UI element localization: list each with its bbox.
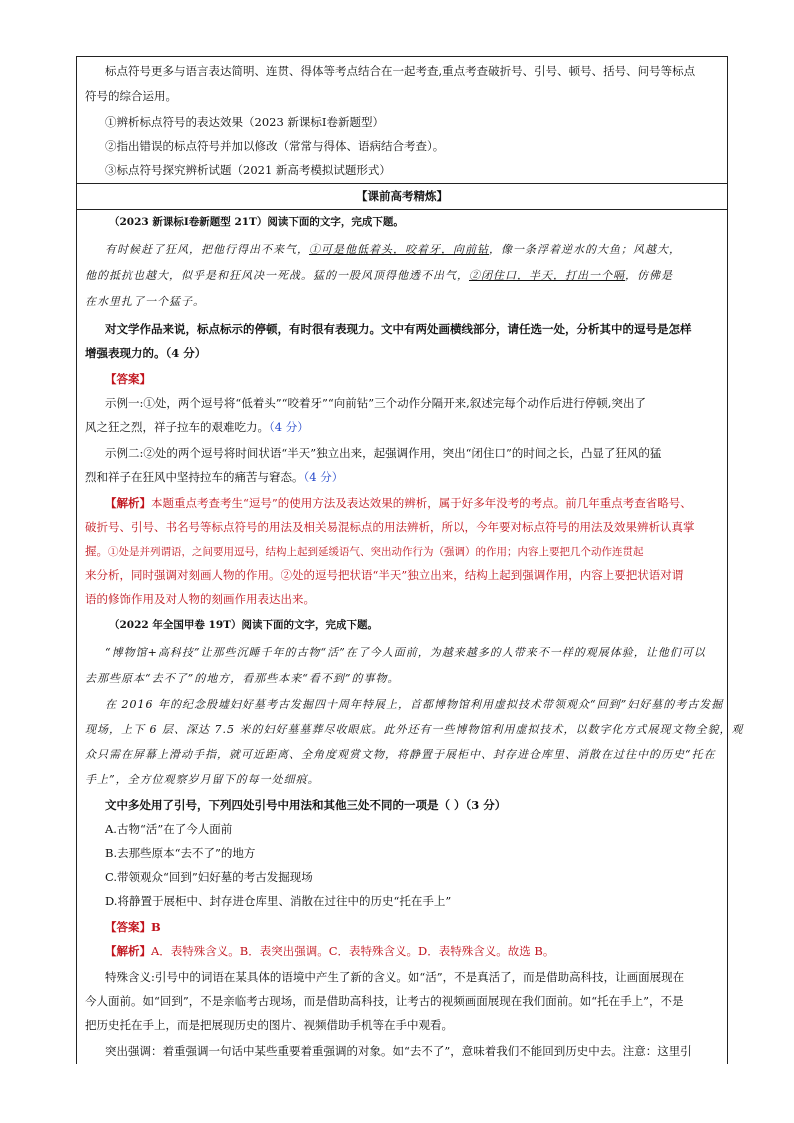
section-title: 【课前高考精炼】 — [356, 189, 448, 203]
q2-emphasis-line-1: 突出强调：着重强调一句话中某些重要着重强调的对象。如“去不了”，意味着我们不能回到历史中去。注意：这里引 — [105, 1044, 692, 1058]
example-text: 风之狂之烈，祥子拉车的艰难吃力。 — [85, 420, 269, 434]
q1-question-line-2: 增强表现力的。（4 分） — [85, 346, 207, 360]
q2-passage-line-5: 众只需在屏幕上滑动手指，就可近距离、全角度观赏文物，将静置于展柜中、封存进仓库里、消散在过往中的历史“托在 — [85, 748, 716, 761]
q2-option-b: B.去那些原本“去不了”的地方 — [105, 846, 256, 860]
q1-example-2-line-1: 示例二:②处的两个逗号将时间状语“半天”独立出来，起强调作用，突出“闭住口”的时间之长，凸显了狂风的猛 — [105, 446, 662, 460]
question-1 — [77, 209, 744, 1065]
q1-source: （2023 新课标Ⅰ卷新题型 21T）阅读下面的文字，完成下题。 — [109, 216, 404, 228]
q1-analysis-line-3 — [85, 543, 644, 560]
divider — [77, 183, 727, 184]
q2-answer — [105, 919, 161, 935]
analysis-label: 【解析】 — [105, 944, 151, 958]
answer-value: B — [151, 920, 161, 934]
passage-text: ，仿佛是 — [625, 269, 673, 282]
q2-special-line-3: 把历史托在手上，而是把展现历史的图片、视频借助手机等在手中观看。 — [85, 1018, 453, 1032]
score: （4 分） — [269, 420, 309, 434]
q2-source: （2022 年全国甲卷 19T）阅读下面的文字，完成下题。 — [109, 619, 378, 631]
passage-text: ，像一条浮着逆水的大鱼；风越大， — [489, 243, 681, 256]
content-table — [76, 56, 744, 1064]
example-text: 烈和祥子在狂风中坚持拉车的痛苦与窘态。 — [85, 470, 304, 484]
analysis-text: 握。 — [85, 544, 108, 558]
analysis-text: ①处是并列谓语，之间要用逗号，结构上起到延缓语气、突出动作行为（强调）的作用；内容上要把几个动作连贯起 — [108, 546, 644, 558]
intro-cell — [77, 57, 727, 183]
q1-analysis-line-1 — [105, 495, 692, 511]
analysis-text: A．表特殊含义。B．表突出强调。C．表特殊含义。D．表特殊含义。故选 B。 — [151, 944, 555, 958]
score: （4 分） — [303, 470, 344, 484]
analysis-text: 本题重点考查考生“逗号”的使用方法及表达效果的辨析，属于好多年没考的考点。前几年重点考查省略号、 — [151, 496, 692, 510]
intro-line-1: 标点符号更多与语言表达简明、连贯、得体等考点结合在一起考查,重点考查破折号、引号、顿号、括号、问号等标点 — [105, 64, 696, 78]
q1-example-1-line-2 — [85, 419, 309, 435]
q2-question: 文中多处用了引号，下列四处引号中用法和其他三处不同的一项是（ ）（3 分） — [105, 798, 507, 812]
intro-item-3: ③标点符号探究辨析试题（2021 新高考模拟试题形式） — [105, 163, 391, 177]
intro-item-2: ②指出错误的标点符号并加以修改（常常与得体、语病结合考查）。 — [105, 139, 445, 153]
intro-item-1: ①辨析标点符号的表达效果（2023 新课标Ⅰ卷新题型） — [105, 115, 384, 129]
passage-text: 他的抵抗也越大，似乎是和狂风决一死战。猛的一股风顶得他透不出气， — [85, 269, 469, 282]
q1-analysis-line-5: 语的修饰作用及对人物的刻画作用表达出来。 — [85, 592, 315, 606]
analysis-label: 【解析】 — [105, 496, 151, 510]
underline-2: ②闭住口，半天，打出一个嗝 — [469, 269, 625, 282]
q1-analysis-line-4: 来分析，同时强调对刻画人物的作用。②处的逗号把状语“半天”独立出来，结构上起到强调作用，内容上要把状语对谓 — [85, 568, 684, 582]
q1-passage-line-2 — [85, 268, 673, 284]
q2-option-c: C.带领观众“回到”妇好墓的考古发掘现场 — [105, 870, 313, 884]
passage-text: 有时候赶了狂风，把他行得出不来气， — [105, 243, 309, 256]
q2-option-d: D.将静置于展柜中、封存进仓库里、消散在过往中的历史“托在手上” — [105, 894, 452, 908]
q2-passage-line-2: 去那些原本“去不了”的地方，看那些本来“看不到”的事物。 — [85, 672, 400, 685]
q1-analysis-line-2: 破折号、引号、书名号等标点符号的用法及相关易混标点的用法辨析，所以，今年要对标点符号的用法及效果辨析认真掌 — [85, 520, 695, 534]
q1-example-2-line-2 — [85, 469, 343, 485]
underline-1: ①可是他低着头，咬着牙，向前钻 — [309, 243, 489, 256]
q2-analysis — [105, 943, 554, 959]
answer-label: 【答案】 — [105, 920, 151, 934]
q1-example-1-line-1: 示例一:①处，两个逗号将“低着头”“咬着牙”“向前钻”三个动作分隔开来,叙述完每个动作后进行停顿,突出了 — [105, 396, 646, 410]
q1-passage-line-1 — [105, 242, 681, 258]
q2-passage-line-3: 在 2016 年的纪念殷墟妇好墓考古发掘四十周年特展上，首都博物馆利用虚拟技术带领观众“回到”妇好墓的考古发掘 — [105, 698, 724, 711]
q2-special-line-2: 今人面前。如“回到”，不是亲临考古现场，而是借助高科技，让考古的视频画面展现在我们面前。如“托在手上”，不是 — [85, 994, 684, 1008]
q1-question-line-1: 对文学作品来说，标点标示的停顿，有时很有表现力。文中有两处画横线部分，请任选一处，分析其中的逗号是怎样 — [105, 322, 692, 336]
q2-passage-line-4: 现场，上下 6 层、深达 7.5 米的妇好墓墓葬尽收眼底。此外还有一些博物馆利用虚拟技术，以数字化方式展现文物全貌，观 — [85, 723, 744, 736]
q1-passage-line-3: 在水里扎了一个猛子。 — [85, 295, 205, 308]
q2-special-line-1: 特殊含义:引号中的词语在某具体的语境中产生了新的含义。如“活”，不是真活了，而是借助高科技，让画面展现在 — [105, 970, 685, 984]
intro-line-2: 符号的综合运用。 — [85, 89, 177, 103]
q2-passage-line-6: 手上”，全方位观察岁月留下的每一处细痕。 — [85, 773, 320, 786]
q1-answer-label: 【答案】 — [105, 372, 151, 386]
q2-option-a: A.古物“活”在了今人面前 — [105, 822, 233, 836]
q2-passage-line-1: “博物馆+高科技”让那些沉睡千年的古物“活”在了今人面前，为越来越多的人带来不一样的观展体验，让他们可以 — [105, 646, 706, 659]
